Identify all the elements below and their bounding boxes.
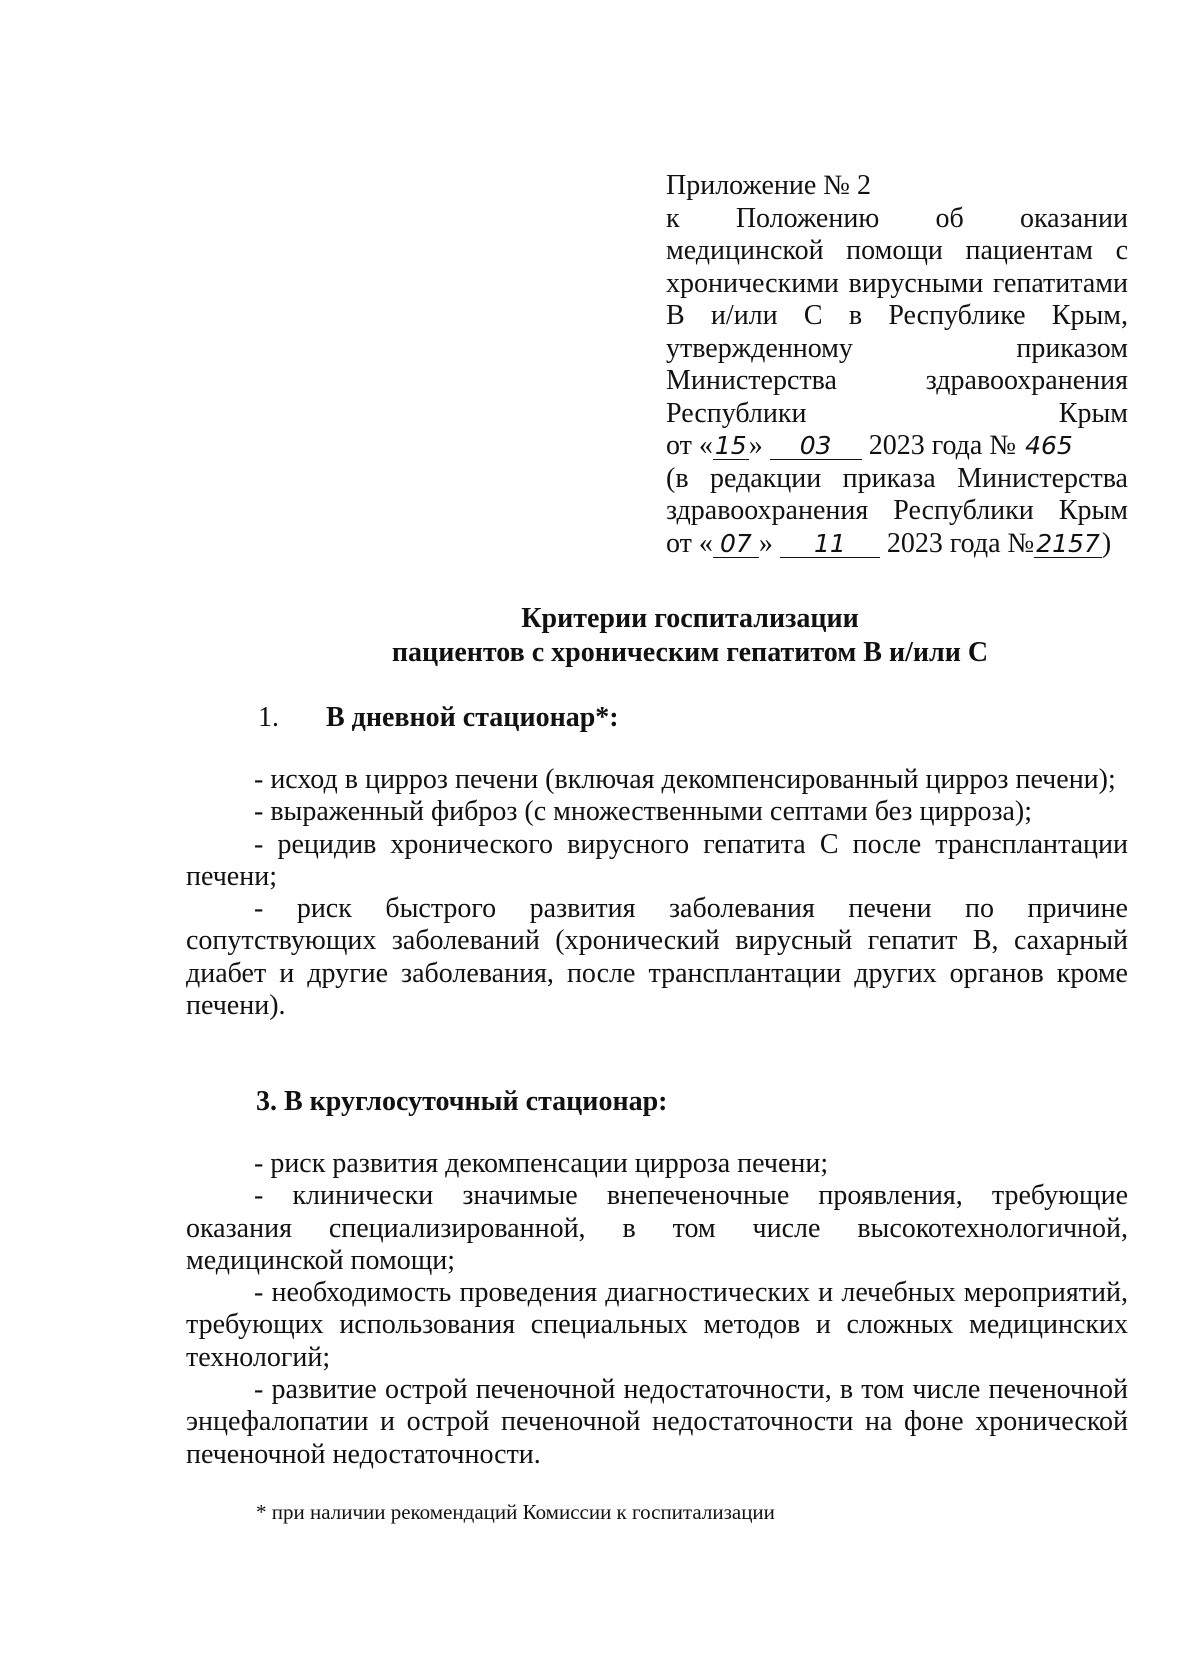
title-line-2: пациентов с хроническим гепатитом В и/или С (391, 637, 989, 668)
order2-month: 11 (780, 531, 880, 558)
list-item: - клинически значимые внепеченочные проявления, требующие оказания специализированной, в том числе высокотехнологичной, медицинской помощи; (186, 1180, 1128, 1276)
order-line-1: от «15» 03 2023 года № 465 (666, 430, 1073, 461)
appendix-block (666, 170, 1128, 560)
section3-heading: 3. В круглосуточный стационар: (256, 1086, 668, 1117)
revision-note: (в редакции приказа Министерства здравоохранения Республики Крым (666, 462, 1128, 526)
document-title (0, 602, 1200, 670)
list-item: - выраженный фиброз (с множественными септами без цирроза); (254, 796, 1033, 828)
list-item: - риск быстрого развития заболевания печени по причине сопутствующих заболеваний (хронический вирусный гепатит В, сахарный диабет и другие заболевания, после трансплантации других органов кроме печени). (186, 893, 1128, 1022)
section3-list (186, 1148, 1128, 1471)
appendix-reference: к Положению об оказании медицинской помощи пациентам с хроническими вирусными гепатитами В и/или С в Республике Крым, утвержденному приказом Министерства здравоохранения Республики Крым (666, 202, 1128, 429)
appendix-number: Приложение № 2 (666, 170, 871, 201)
section1-heading: 1. В дневной стационар*: (258, 702, 619, 733)
order2-day: 07 (713, 531, 759, 558)
list-item: - исход в цирроз печени (включая декомпенсированный цирроз печени); (254, 764, 1116, 795)
order2-number: 2157 (1036, 528, 1100, 558)
list-item: - развитие острой печеночной недостаточности, в том числе печеночной энцефалопатии и острой печеночной недостаточности на фоне хронической печеночной недостаточности. (186, 1374, 1128, 1470)
section1-list (186, 764, 1128, 1022)
order-line-2: от « 07 » 11 2023 года №2157) (666, 527, 1112, 559)
order1-number: 465 (1025, 431, 1073, 460)
footnote: * при наличии рекомендаций Комиссии к госпитализации (256, 1500, 775, 1524)
list-item: - риск развития декомпенсации цирроза печени; (254, 1148, 829, 1179)
order1-month: 03 (770, 433, 862, 460)
list-item: - необходимость проведения диагностических и лечебных мероприятий, требующих использования специальных методов и сложных медицинских технологий; (186, 1277, 1128, 1373)
order1-day: 15 (714, 431, 747, 460)
list-item: - рецидив хронического вирусного гепатита С после трансплантации печени; (186, 828, 1128, 892)
section1-number: 1. (258, 702, 279, 733)
title-line-1: Критерии госпитализации (521, 603, 859, 634)
